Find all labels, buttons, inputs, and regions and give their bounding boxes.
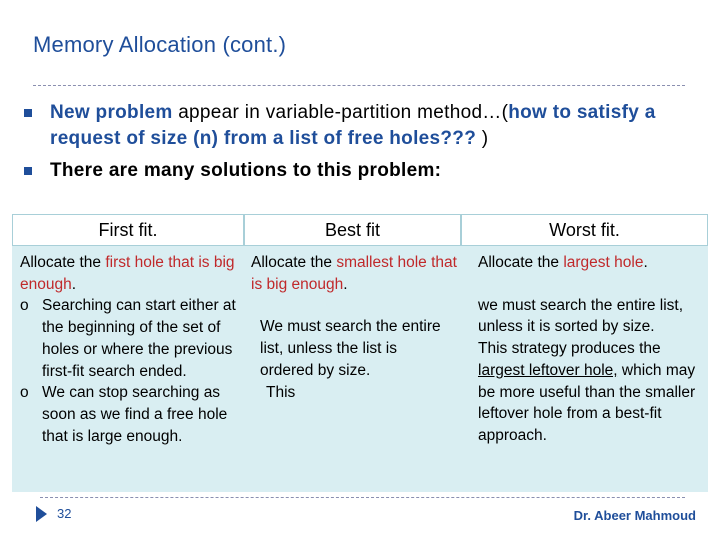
author-name: Dr. Abeer Mahmoud [573, 508, 696, 523]
bullet-text: There are many solutions to this problem: [50, 160, 442, 181]
list-item [20, 382, 246, 447]
bullet-item [22, 158, 702, 184]
body-text: which may be more useful than the smaller leftover hole from a best-fit approach. [478, 361, 696, 444]
slide-title: Memory Allocation (cont.) [33, 32, 287, 57]
smallest-highlight: smallest [336, 254, 394, 271]
fit-strategies-table [12, 214, 708, 492]
worst-fit-cell [478, 252, 704, 447]
question-text: how to satisfy a request of size (n) from a list of free holes??? [50, 102, 656, 149]
bullet-text [50, 100, 700, 152]
best-fit-intro [251, 252, 457, 295]
bullet-text-part: appear in variable-partition method…( [172, 102, 509, 123]
intro-text: Allocate the [478, 254, 564, 271]
new-problem-text: New problem [50, 102, 173, 123]
worst-fit-body-1: we must search the entire list, unless it is sorted by size. [478, 296, 684, 336]
bullet-item [22, 100, 702, 152]
list-item-text: We can stop searching as soon as we find a free hole that is large enough. [42, 384, 228, 445]
worst-fit-body-2 [478, 338, 704, 447]
body-text: This strategy produces the [478, 340, 661, 358]
big-enough-highlight: hole that is big enough [251, 254, 457, 293]
header-first-fit: First fit. [12, 214, 244, 246]
intro-text: . [71, 275, 77, 293]
bullet-text-part: ) [481, 128, 489, 149]
page-number: 32 [57, 506, 72, 521]
best-fit-body: We must search the entire list, unless the list is ordered by size. [260, 318, 441, 379]
largest-leftover-underlined: largest leftover hole, [478, 361, 618, 379]
intro-text: Allocate the [20, 254, 106, 271]
square-bullet-icon [24, 109, 32, 117]
header-best-fit: Best fit [244, 214, 461, 246]
first-hole-highlight: first hole that is big enough [20, 254, 235, 293]
intro-text: . [343, 275, 348, 293]
list-item-text: Searching can start either at the beginning of the set of holes or where the previous first-fit search ended. [42, 297, 236, 380]
header-worst-fit: Worst fit. [461, 214, 708, 246]
best-fit-body-2: This [266, 383, 296, 401]
intro-text: Allocate the [251, 254, 337, 271]
list-item [20, 295, 246, 382]
circle-bullet: o [20, 384, 29, 402]
title-divider [33, 85, 685, 86]
intro-text: . [643, 254, 648, 271]
circle-bullet: o [20, 297, 29, 315]
first-fit-cell [20, 252, 246, 447]
footer-divider [40, 497, 685, 498]
square-bullet-icon [24, 167, 32, 175]
best-fit-cell [251, 252, 457, 403]
largest-hole-highlight: largest hole [563, 254, 644, 271]
triangle-marker-icon [36, 506, 47, 522]
first-fit-intro [20, 252, 246, 295]
bullet-list [22, 100, 702, 184]
worst-fit-intro [478, 252, 704, 274]
